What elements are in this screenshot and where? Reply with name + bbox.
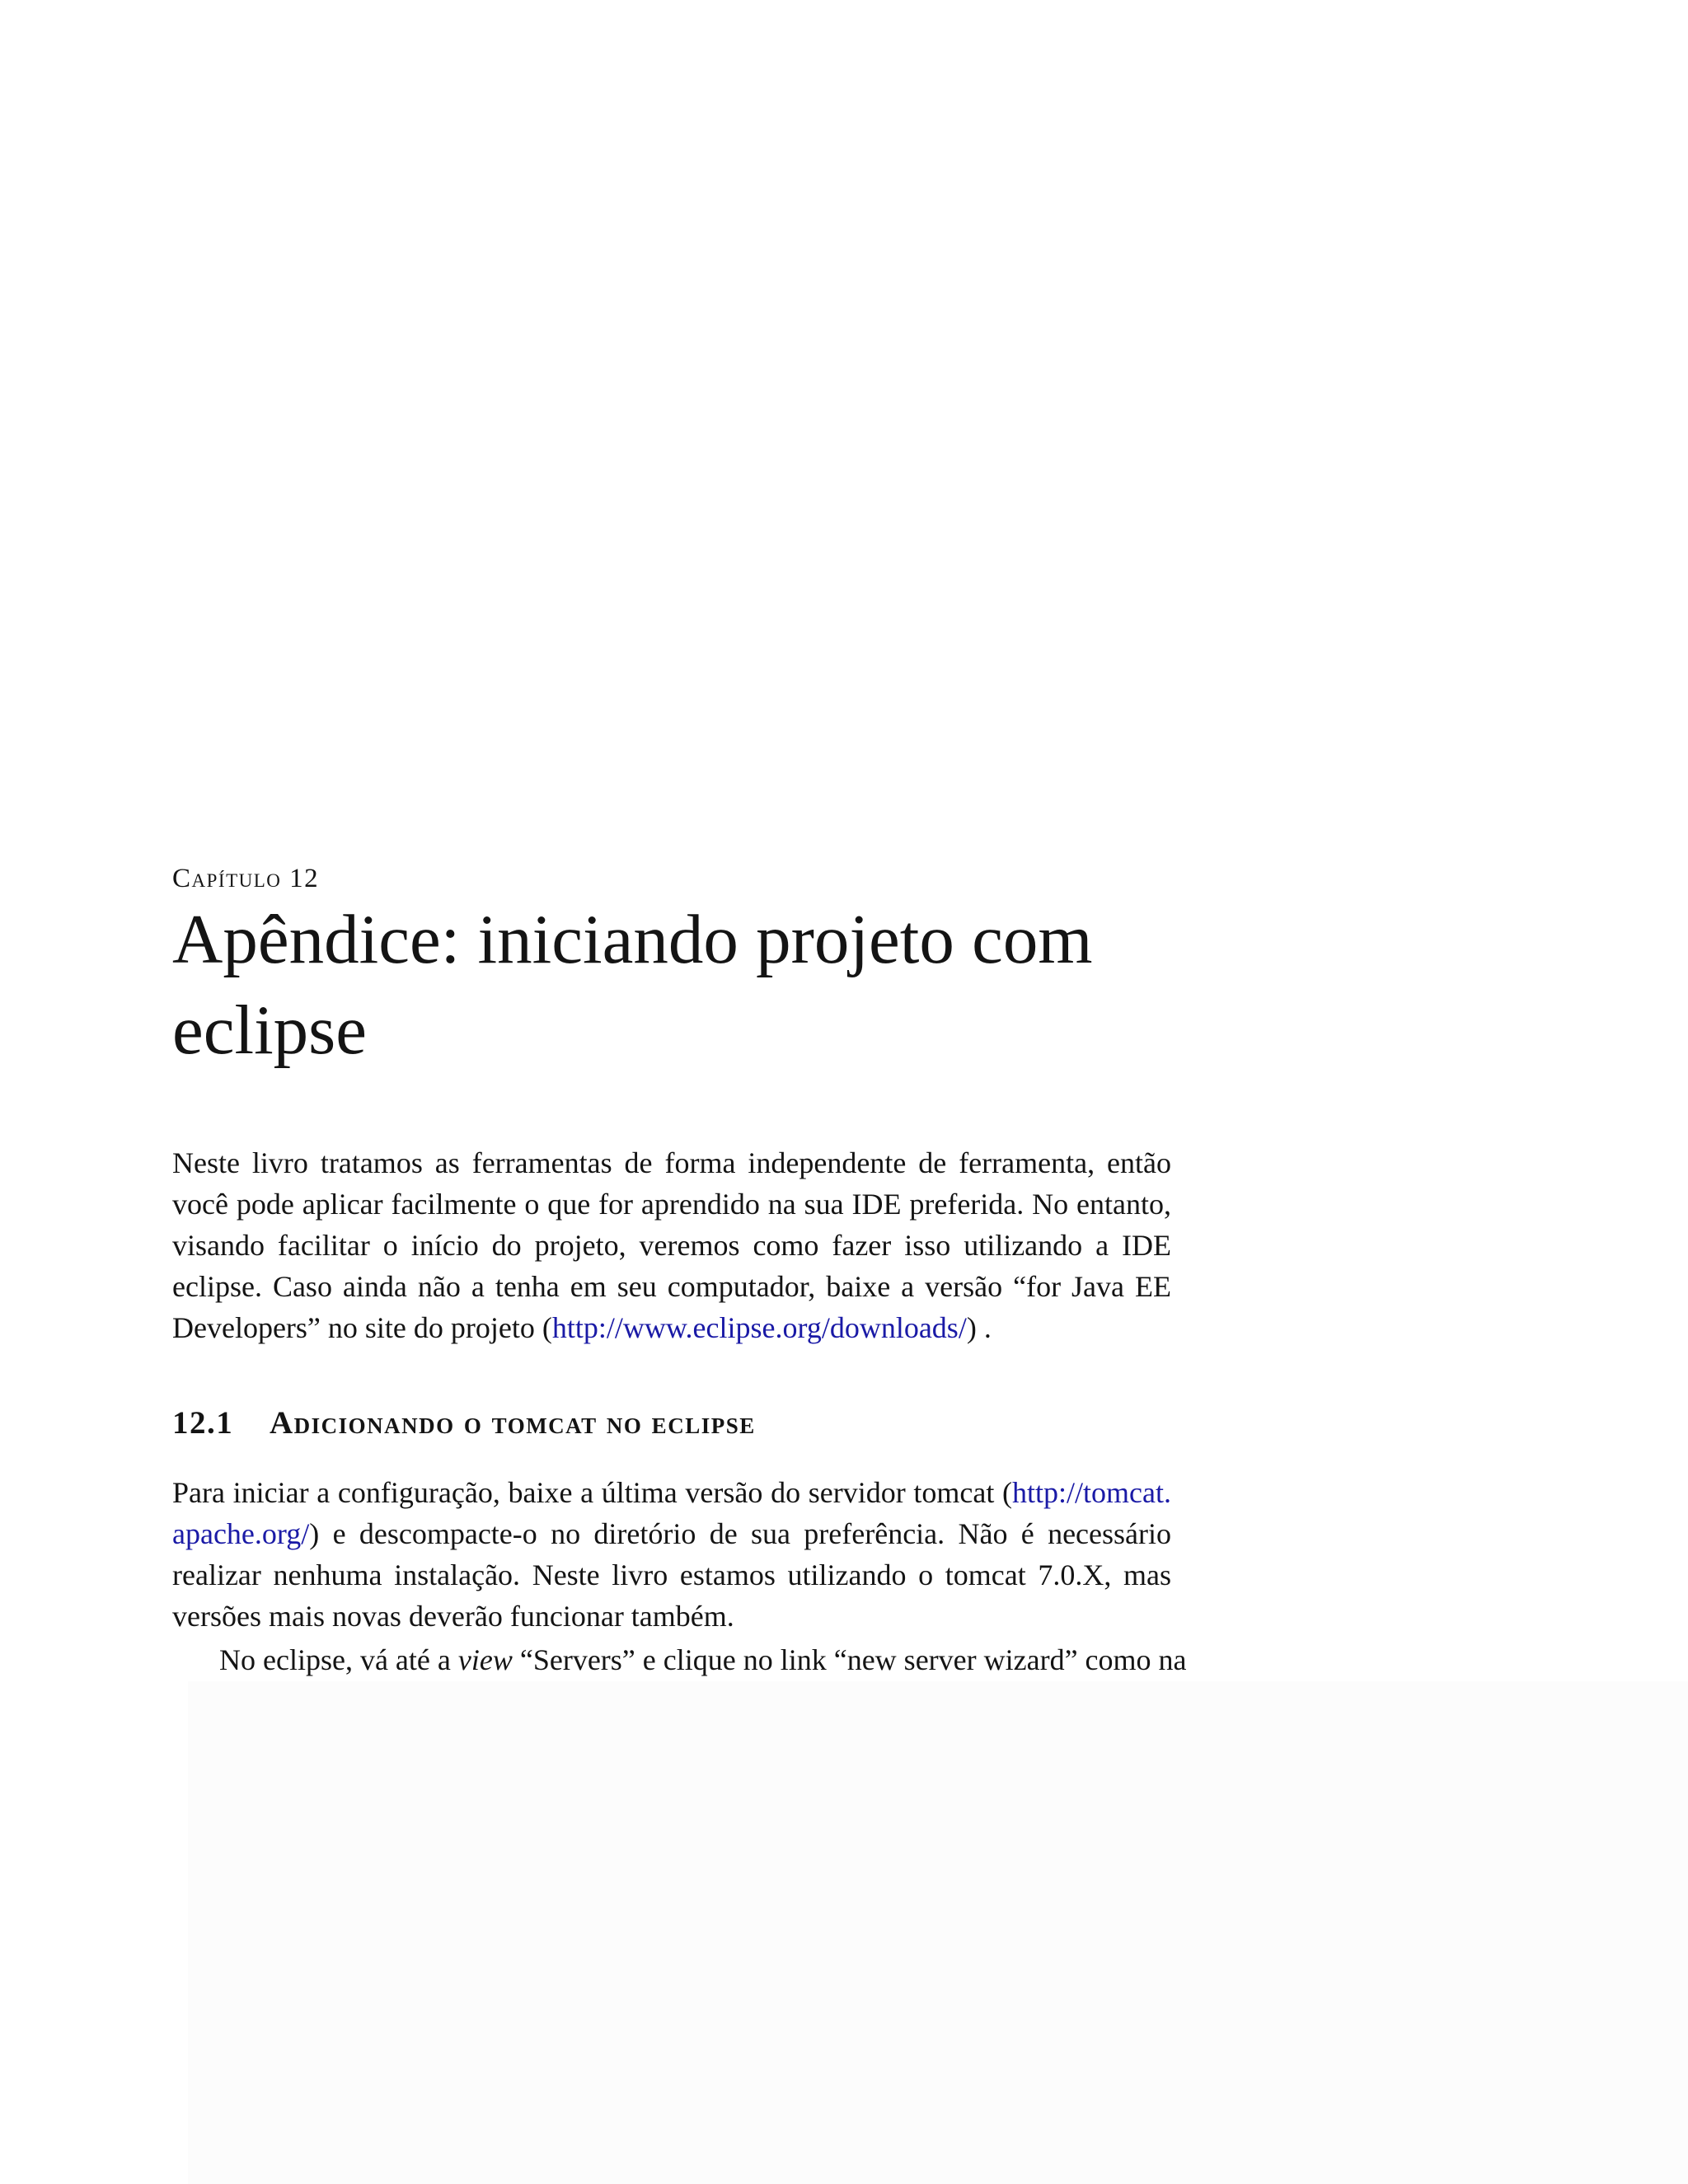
section-number: 12.1 xyxy=(172,1405,234,1441)
eclipse-downloads-link[interactable]: http://www.eclipse.org/downloads/ xyxy=(551,1311,967,1344)
tomcat-link[interactable]: http://tomcat. apache.org/ xyxy=(172,1476,1171,1550)
view-emphasis: view xyxy=(457,1643,513,1676)
servers-text-start: No eclipse, vá até a xyxy=(219,1643,458,1676)
tomcat-text-end: ) e descompacte-o no diretório de sua preferência. Não é necessário realizar nenhuma instalação. Neste livro estamos utilizando o tomcat 7.0.X, mas versões mais novas deverão funcionar também. xyxy=(172,1517,1171,1633)
tomcat-text-start: Para iniciar a configuração, baixe a última versão do servidor tomcat ( xyxy=(172,1476,1013,1509)
section-title: Adicionando o tomcat no eclipse xyxy=(270,1405,756,1441)
eclipse-servers-paragraph xyxy=(172,1639,1187,1680)
intro-text-start: Neste livro tratamos as ferramentas de forma independente de ferramenta, então você pode aplicar facilmente o que for aprendido na sua IDE preferida. No entanto, visando facilitar o início do projeto, veremos como fazer isso utilizando a IDE eclipse. Caso ainda não a tenha em seu computador, baixe a versão “for Java EE Developers” no site do projeto ( xyxy=(172,1146,1171,1344)
section-heading xyxy=(172,1404,756,1441)
intro-paragraph xyxy=(172,1142,1171,1348)
chapter-label: Capítulo 12 xyxy=(172,864,320,893)
servers-text-end: “Servers” e clique no link “new server wizard” como na xyxy=(512,1643,1187,1676)
page-shade xyxy=(188,1681,1688,2184)
intro-text-end: ) . xyxy=(966,1311,992,1344)
tomcat-paragraph xyxy=(172,1472,1171,1637)
chapter-title: Apêndice: iniciando projeto com eclipse xyxy=(172,901,1093,1069)
